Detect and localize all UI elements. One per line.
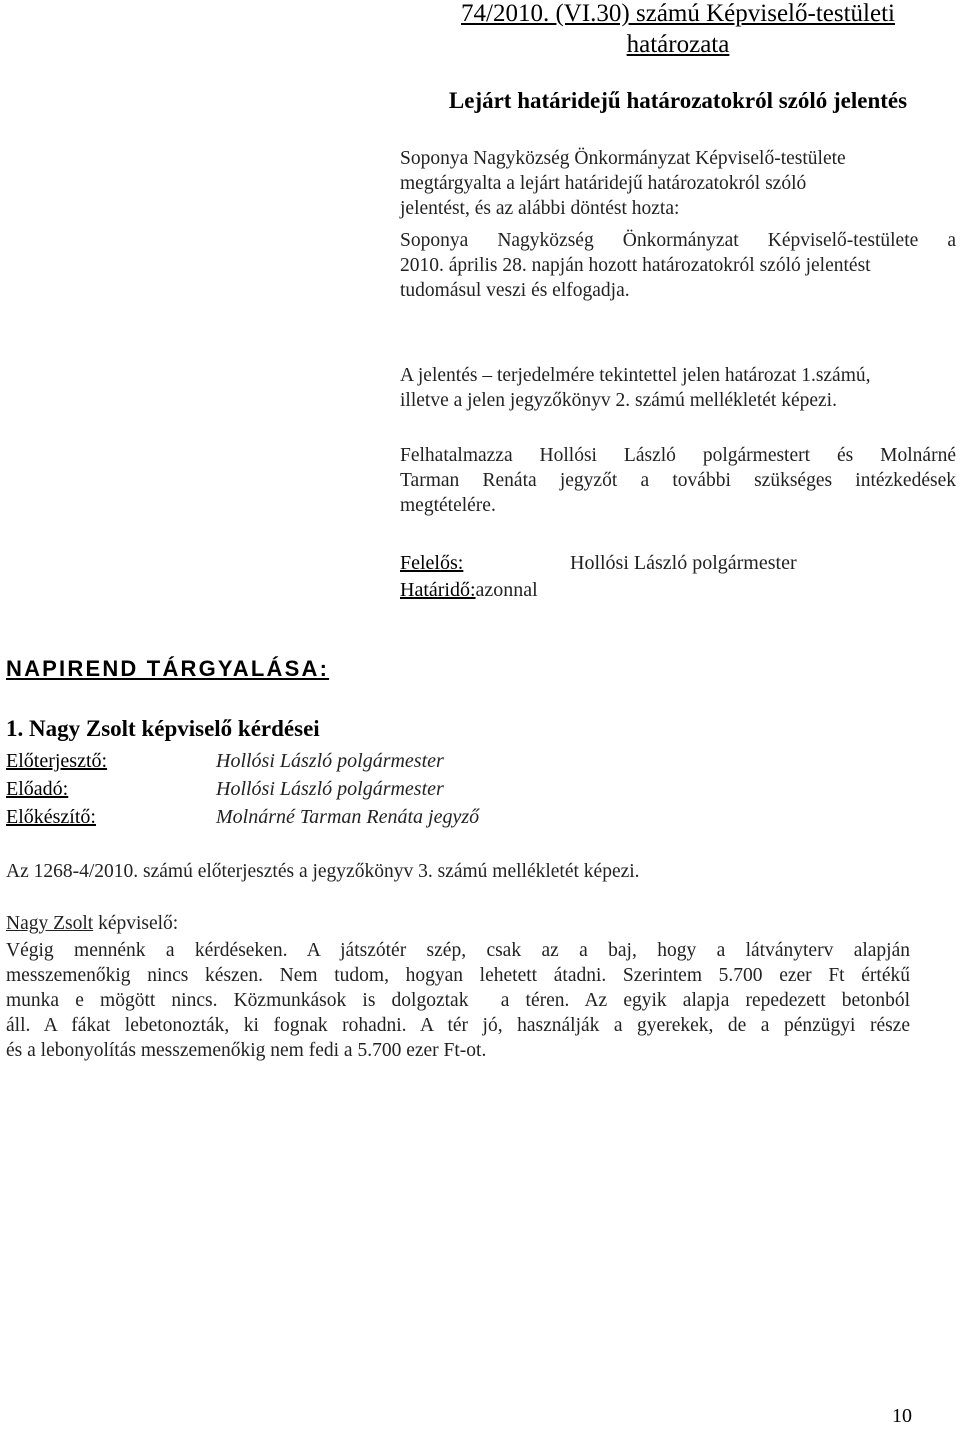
role-label: Előadó: [6,778,69,800]
resolution-title [400,0,956,60]
speaker-name: Nagy Zsolt [6,913,94,934]
decision-line: tudomásul veszi és elfogadja. [400,280,630,301]
role-label: Előkészítő: [6,806,96,828]
authorization-line: megtételére. [400,495,496,516]
intro-line: Soponya Nagyközség Önkormányzat Képviselő-testülete [400,148,846,169]
page-number: 10 [892,1405,912,1427]
resolution-title-line2: határozata [626,31,730,58]
agenda-heading: NAPIREND TÁRGYALÁSA: [6,656,330,681]
responsible-label: Felelős: [400,552,464,574]
role-value: Hollósi László polgármester [216,750,444,772]
role-label: Előterjesztő: [6,750,108,772]
deadline-row [400,577,538,603]
role-value: Hollósi László polgármester [216,778,444,800]
role-row-presenter [6,748,444,774]
deadline-label: Határidő: [400,579,476,601]
speech-line: áll. A fákat lebetonozták, ki fognak rohadni. A tér jó, használják a gyerekek, de a pénzügyi része [6,1015,910,1036]
speech-line: messzemenőkig nincs készen. Nem tudom, hogyan lehetett átadni. Szerintem 5.700 ezer Ft értékű [6,965,910,986]
decision-line: Soponya Nagyközség Önkormányzat Képviselő-testülete a [400,230,956,251]
speech-text [6,938,910,1063]
decision-line: 2010. április 28. napján hozott határozatokról szóló jelentést [400,255,871,276]
role-value: Molnárné Tarman Renáta jegyző [216,806,480,828]
annex-line: A jelentés – terjedelmére tekintettel jelen határozat 1.számú, [400,365,871,386]
resolution-annex [400,363,956,413]
role-row-speaker [6,776,444,802]
authorization-line: Felhatalmazza Hollósi László polgármestert és Molnárné [400,445,956,466]
responsible-value: Hollósi László polgármester [570,552,797,574]
responsible-row [400,550,797,576]
proposal-note: Az 1268-4/2010. számú előterjesztés a jegyzőkönyv 3. számú mellékletét képezi. [6,861,640,882]
speech-line: Végig mennénk a kérdéseken. A játszótér szép, csak az a baj, hogy a látványterv alapján [6,940,910,961]
annex-line: illetve a jelen jegyzőkönyv 2. számú mellékletét képezi. [400,390,837,411]
speaker-line [6,911,910,936]
resolution-decision [400,228,956,303]
resolution-intro [400,146,956,221]
resolution-title-line1: 74/2010. (VI.30) számú Képviselő-testületi [461,0,895,27]
intro-line: megtárgyalta a lejárt határidejű határozatokról szóló [400,173,807,194]
intro-line: jelentést, és az alábbi döntést hozta: [400,198,680,219]
resolution-authorization [400,443,956,518]
speech-line: és a lebonyolítás messzemenőkig nem fedi a 5.700 ezer Ft-ot. [6,1040,487,1061]
agenda-item-title: 1. Nagy Zsolt képviselő kérdései [6,716,320,741]
deadline-value: azonnal [475,579,538,601]
role-row-preparer [6,804,479,830]
speech-line: munka e mögött nincs. Közmunkások is dolgoztak a téren. Az egyik alapja repedezett betonból [6,990,910,1011]
speaker-role: képviselő: [93,913,179,934]
authorization-line: Tarman Renáta jegyzőt a további szükséges intézkedések [400,470,956,491]
resolution-subtitle: Lejárt határidejű határozatokról szóló jelentés [448,88,908,113]
